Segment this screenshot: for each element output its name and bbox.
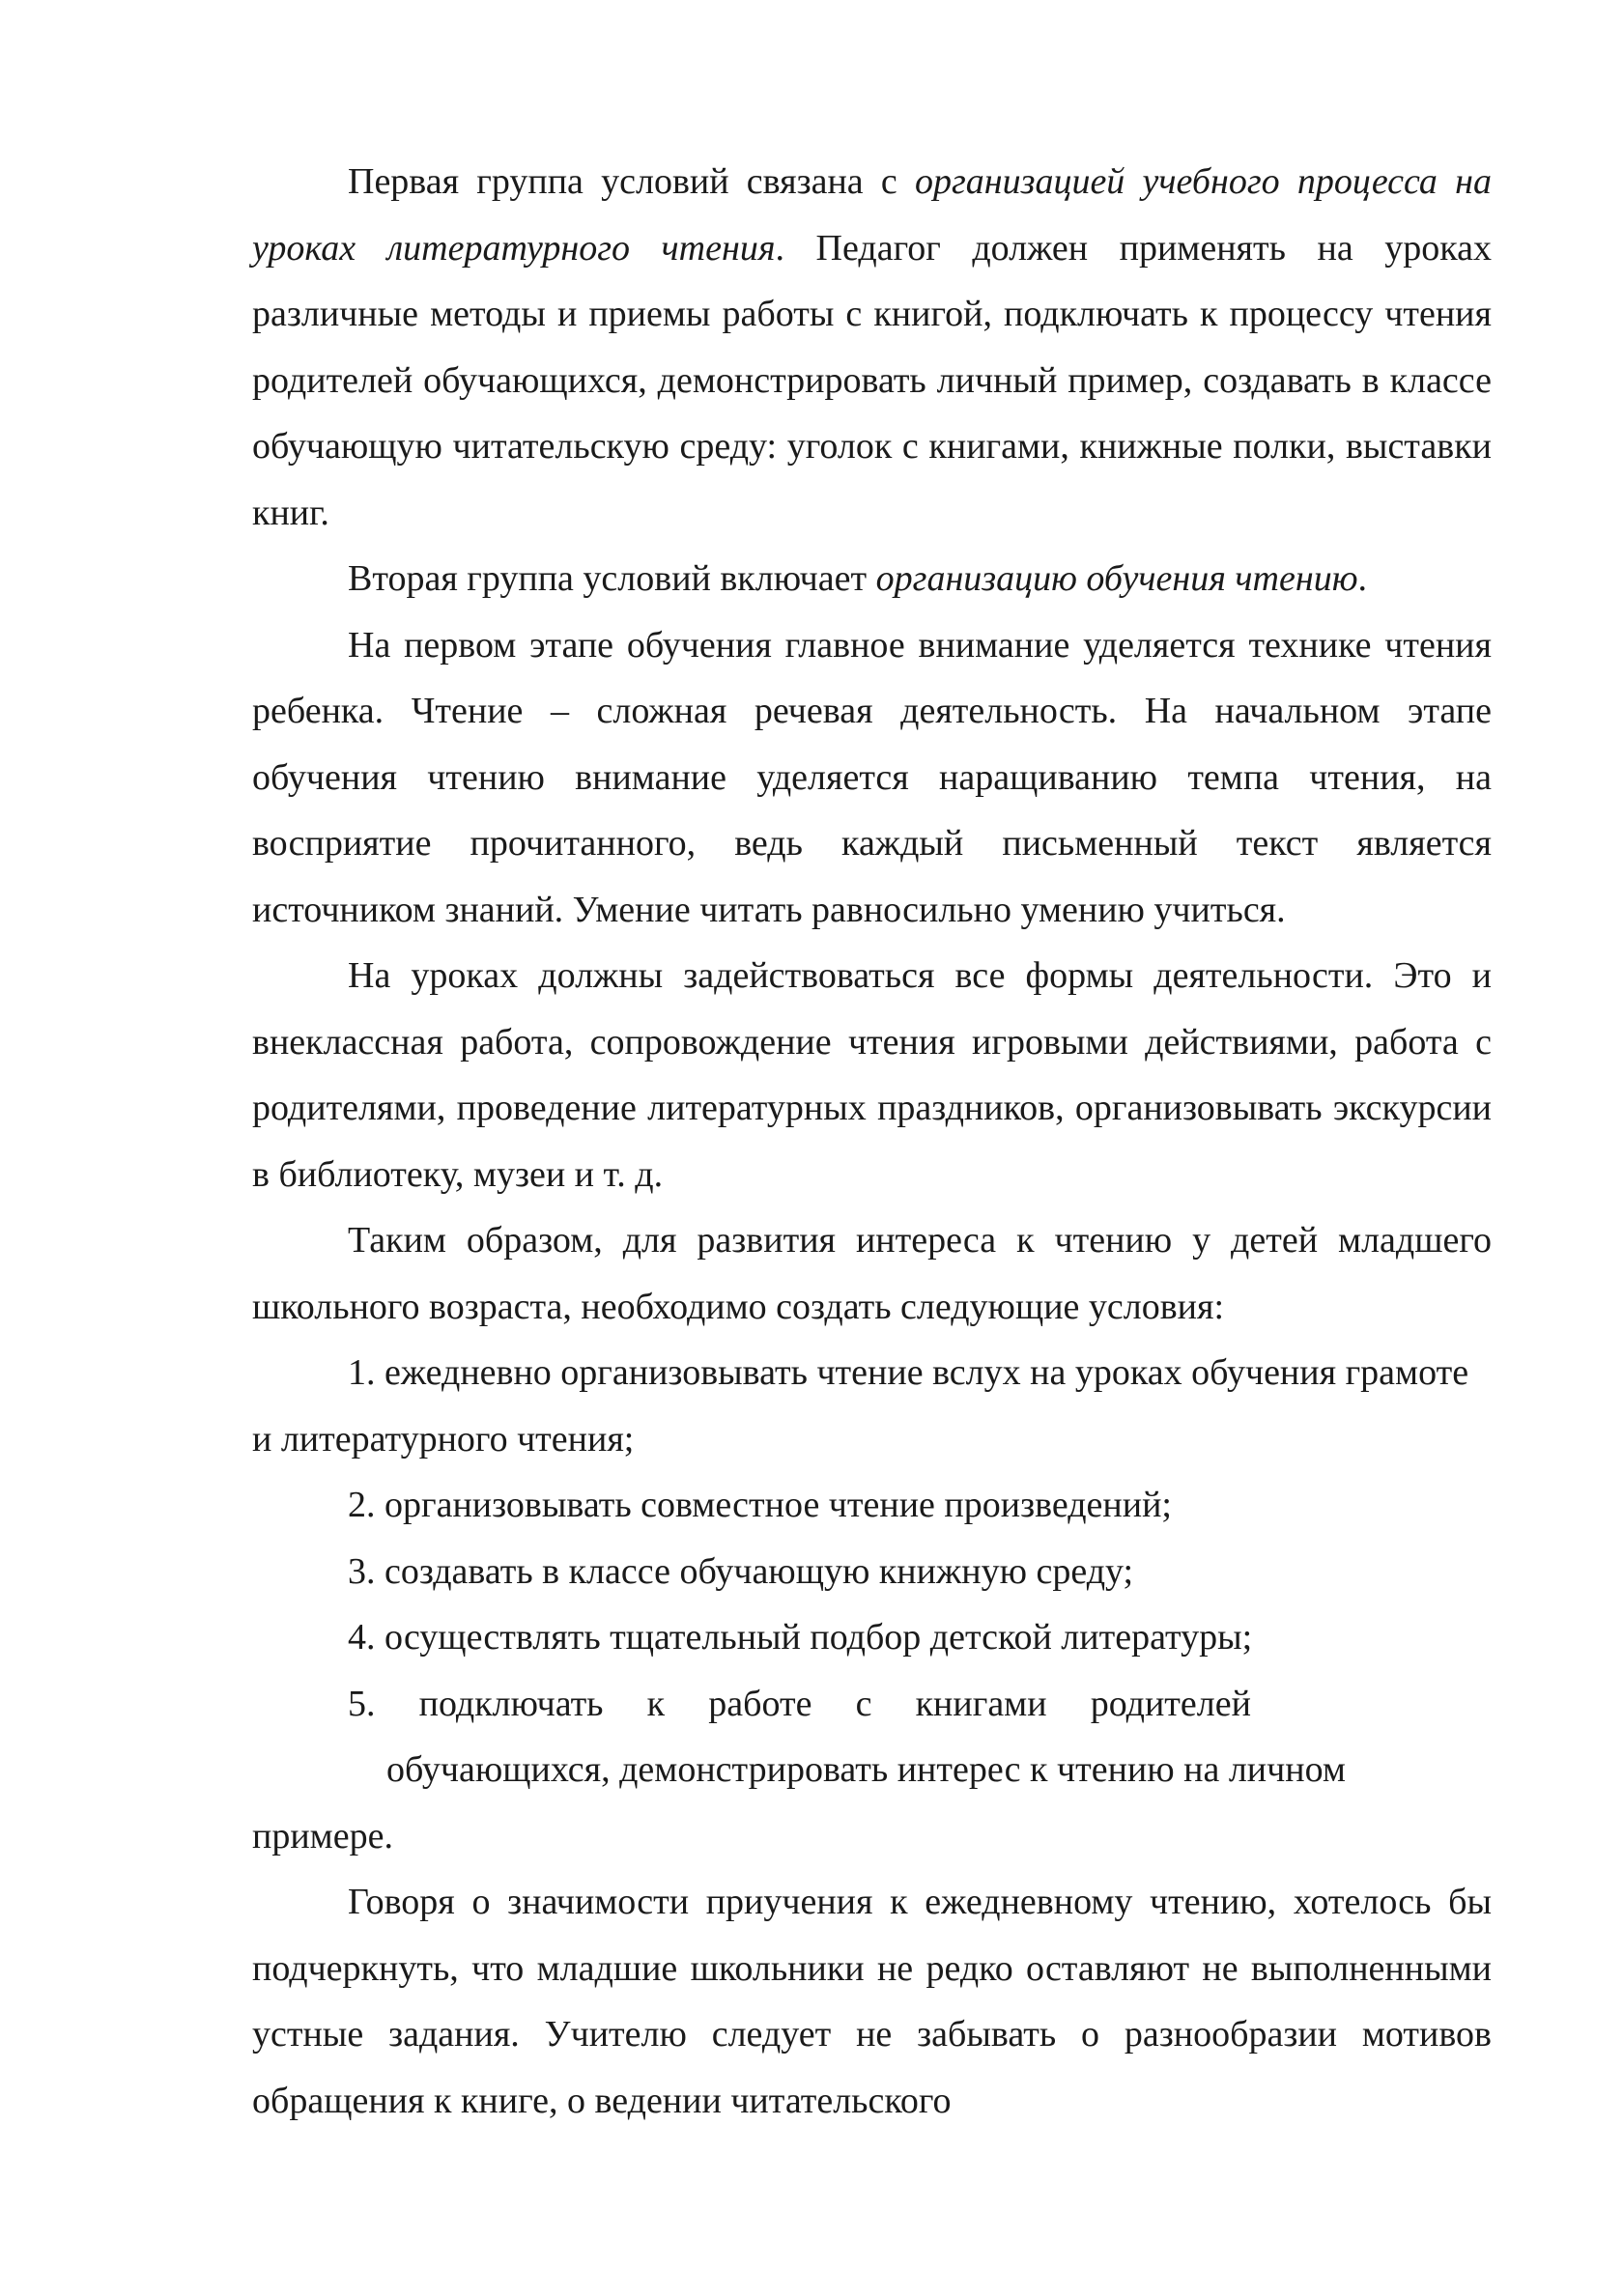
paragraph-4: На уроках должны задействоваться все формы деятельности. Это и внеклассная работа, сопровождение чтения игровыми действиями, работа с родителями, проведение литературных праздников, организовывать экскурсии в библиотеку, музеи и т. д. <box>252 955 1492 1195</box>
list-item-4: 4. осуществлять тщательный подбор детской литературы; <box>348 1617 1253 1658</box>
list-item-5-word: к <box>646 1683 666 1724</box>
list-item-5-line-1 <box>348 1671 1251 1738</box>
list-item-5-word: с <box>855 1683 872 1724</box>
paragraph-2 <box>252 546 1492 612</box>
list-item-5-word: книгами <box>915 1683 1047 1724</box>
document-page <box>252 149 1492 2134</box>
list-item-5-word: работе <box>708 1683 812 1724</box>
paragraph-5: Таким образом, для развития интереса к чтению у детей младшего школьного возраста, необходимо создать следующие условия: <box>252 1220 1492 1327</box>
paragraph-1 <box>252 149 1492 546</box>
list-item-5-word: родителей <box>1090 1683 1251 1724</box>
list-item-5-line-3: примере. <box>252 1815 393 1857</box>
list-item-5-word: 5. <box>348 1683 376 1724</box>
paragraph-1-text-a: Первая группа условий связана с <box>348 161 915 202</box>
paragraph-6: Говоря о значимости приучения к ежедневному чтению, хотелось бы подчеркнуть, что младшие школьники не редко оставляют не выполненными устные задания. Учителю следует не забывать о разнообразии мотивов обращения к книге, о ведении читательского <box>252 1882 1492 2121</box>
paragraph-2-italic: организацию обучения чтению <box>875 558 1358 599</box>
paragraph-3: На первом этапе обучения главное внимание уделяется технике чтения ребенка. Чтение – сложная речевая деятельность. На начальном этапе обучения чтению внимание уделяется наращиванию темпа чтения, на восприятие прочитанного, ведь каждый письменный текст является источником знаний. Умение читать равносильно умению учиться. <box>252 624 1492 930</box>
list-item-5 <box>252 1671 1492 1870</box>
paragraph-2-text-a: Вторая группа условий включает <box>348 558 876 599</box>
list-item-5-word: подключать <box>418 1683 604 1724</box>
paragraph-1-italic: организацией учебного процесса на уроках литературного чтения <box>252 161 1492 269</box>
list-item-3: 3. создавать в классе обучающую книжную среду; <box>348 1550 1134 1592</box>
paragraph-1-text-b: . Педагог должен применять на уроках различные методы и приемы работы с книгой, подключать к процессу чтения родителей обучающихся, демонстрировать личный пример, создавать в классе обучающую читательскую среду: уголок с книгами, книжные полки, выставки книг. <box>252 227 1492 533</box>
list-item-2: 2. организовывать совместное чтение произведений; <box>348 1485 1172 1525</box>
list-item-5-line-2: обучающихся, демонстрировать интерес к чтению на личном <box>386 1749 1346 1790</box>
paragraph-2-text-b: . <box>1357 558 1367 599</box>
list-item-1: 1. ежедневно организовывать чтение вслух на уроках обучения грамоте и литературного чтения; <box>252 1352 1469 1460</box>
